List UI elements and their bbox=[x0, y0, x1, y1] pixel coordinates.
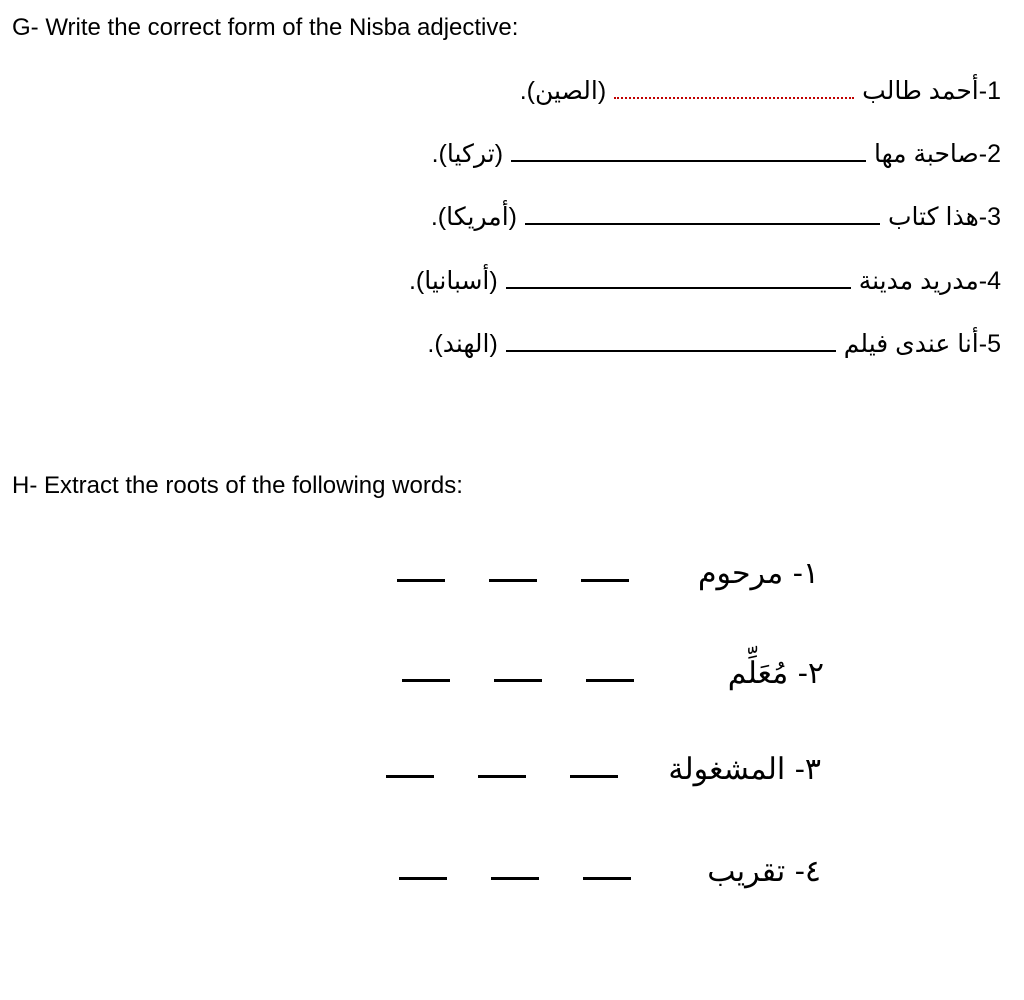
word-text: تقريب bbox=[707, 854, 786, 889]
nisba-item-4 bbox=[409, 266, 1001, 306]
answer-blank[interactable] bbox=[511, 156, 866, 162]
item-text: هذا كتاب bbox=[887, 203, 979, 231]
item-hint: (الصين). bbox=[519, 77, 607, 105]
answer-blank[interactable] bbox=[506, 283, 851, 289]
root-item-3 bbox=[386, 752, 821, 787]
item-number: 4- bbox=[978, 267, 1001, 295]
nisba-item-2 bbox=[432, 139, 1001, 179]
root-item-4 bbox=[399, 854, 821, 889]
nisba-item-3 bbox=[431, 202, 1001, 242]
root-letter-blank[interactable] bbox=[489, 579, 537, 582]
item-hint: (أمريكا). bbox=[430, 203, 517, 231]
nisba-item-1 bbox=[520, 76, 1001, 116]
root-item-1 bbox=[397, 556, 819, 591]
item-number: ٢- bbox=[797, 656, 824, 691]
section-h-heading: H- Extract the roots of the following words: bbox=[12, 472, 463, 499]
item-text: أنا عندى فيلم bbox=[843, 330, 979, 358]
root-blanks bbox=[399, 863, 631, 880]
answer-blank[interactable] bbox=[525, 219, 880, 225]
word-text: مرحوم bbox=[697, 556, 784, 591]
root-letter-blank[interactable] bbox=[402, 679, 450, 682]
root-letter-blank[interactable] bbox=[586, 679, 634, 682]
item-number: ٤- bbox=[794, 854, 821, 889]
root-letter-blank[interactable] bbox=[494, 679, 542, 682]
root-word bbox=[679, 556, 819, 591]
word-text: مُعَلِّم bbox=[727, 656, 789, 691]
item-number: 5- bbox=[978, 330, 1001, 358]
root-blanks bbox=[397, 565, 629, 582]
root-letter-blank[interactable] bbox=[581, 579, 629, 582]
answer-blank[interactable] bbox=[506, 346, 836, 352]
item-text: أحمد طالب bbox=[862, 77, 979, 105]
section-g-heading: G- Write the correct form of the Nisba adjective: bbox=[12, 14, 519, 41]
item-hint: (أسبانيا). bbox=[408, 267, 498, 295]
item-number: ١- bbox=[792, 556, 819, 591]
item-number: 2- bbox=[978, 140, 1001, 168]
root-blanks bbox=[402, 665, 634, 682]
root-letter-blank[interactable] bbox=[399, 877, 447, 880]
root-word bbox=[684, 656, 824, 691]
word-text: المشغولة bbox=[668, 752, 786, 787]
nisba-item-5 bbox=[427, 329, 1001, 369]
root-word bbox=[681, 854, 821, 889]
root-letter-blank[interactable] bbox=[491, 877, 539, 880]
root-word bbox=[668, 752, 821, 787]
item-hint: (تركيا). bbox=[431, 140, 504, 168]
item-hint: (الهند). bbox=[427, 330, 498, 358]
item-text: صاحبة مها bbox=[874, 140, 979, 168]
root-letter-blank[interactable] bbox=[583, 877, 631, 880]
item-text: مدريد مدينة bbox=[858, 267, 979, 295]
answer-blank[interactable] bbox=[614, 93, 854, 99]
root-letter-blank[interactable] bbox=[397, 579, 445, 582]
root-blanks bbox=[386, 761, 618, 778]
root-letter-blank[interactable] bbox=[570, 775, 618, 778]
item-number: 3- bbox=[978, 203, 1001, 231]
item-number: 1- bbox=[978, 77, 1001, 105]
root-letter-blank[interactable] bbox=[386, 775, 434, 778]
root-letter-blank[interactable] bbox=[478, 775, 526, 778]
root-item-2 bbox=[402, 656, 824, 691]
item-number: ٣- bbox=[794, 752, 821, 787]
